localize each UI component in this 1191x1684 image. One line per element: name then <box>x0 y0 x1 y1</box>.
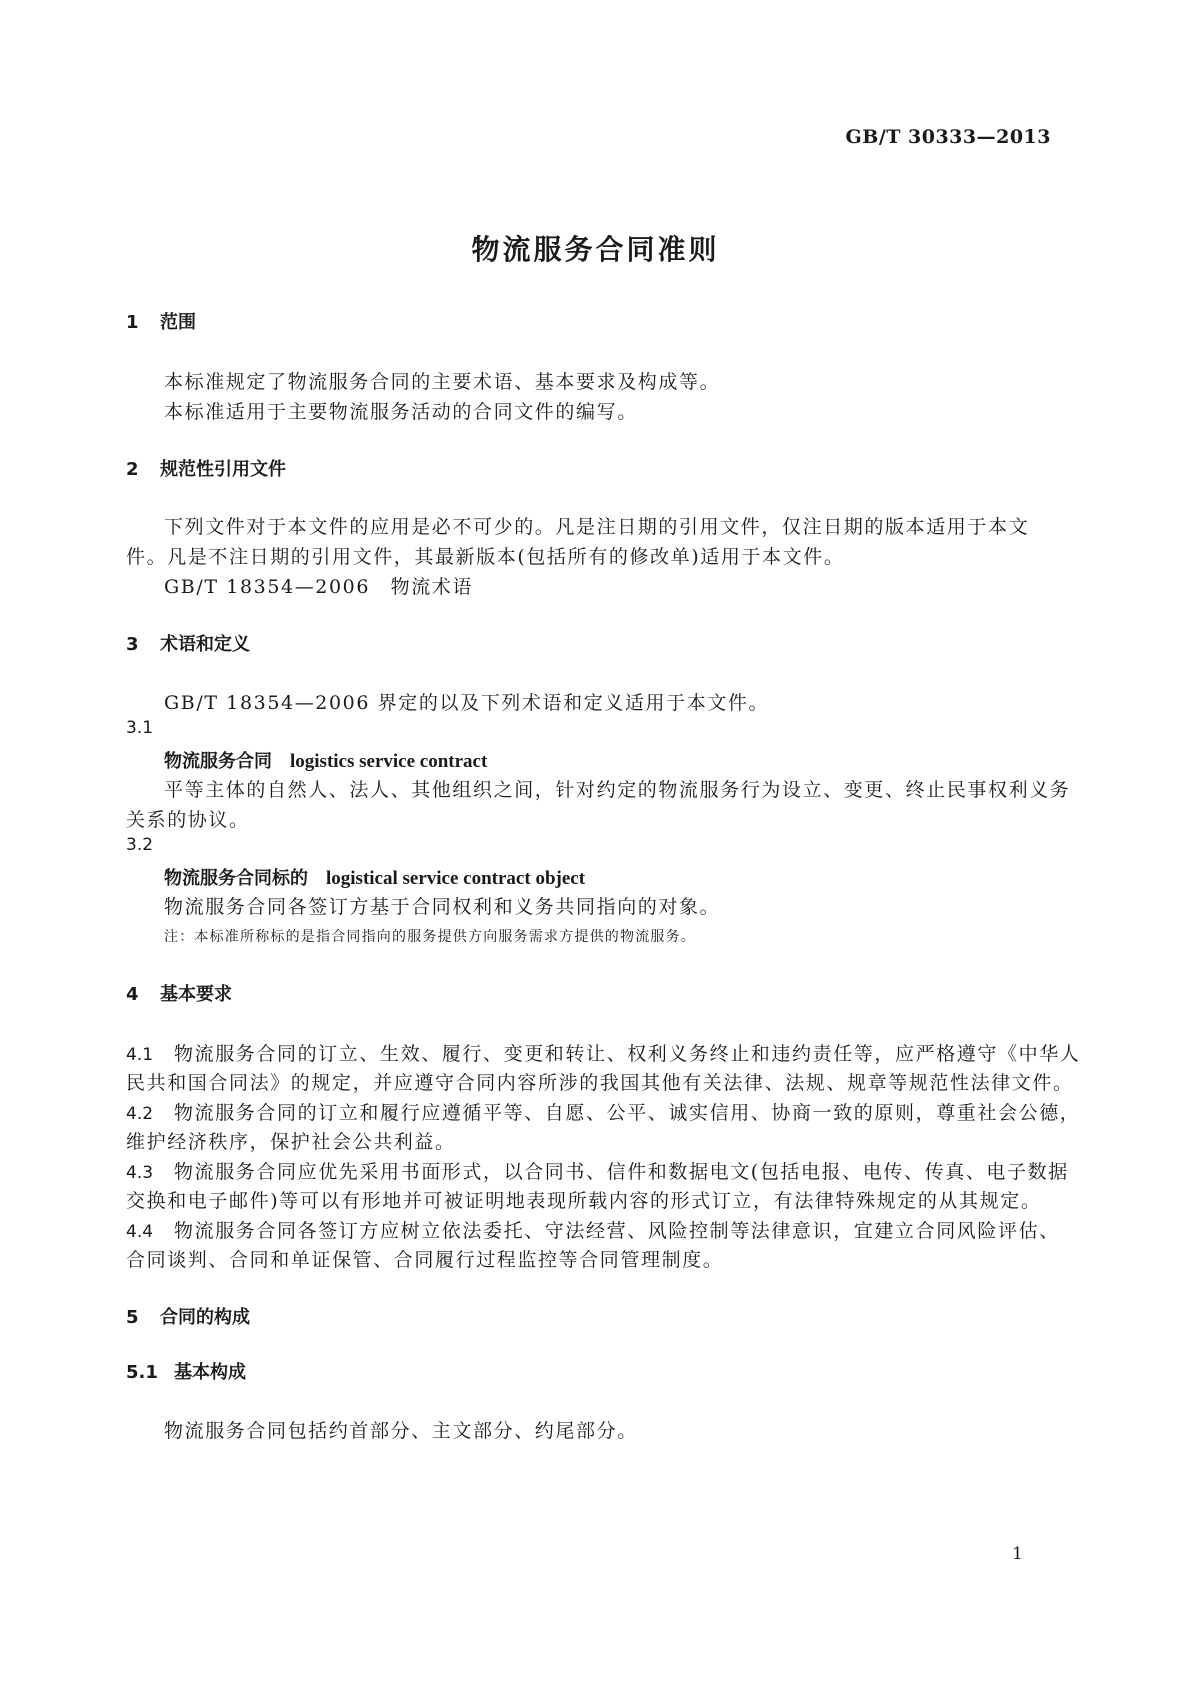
definition-line: 关系的协议。 <box>126 809 250 831</box>
normative-reference: GB/T 18354—2006 物流术语 <box>164 576 474 598</box>
term-english: logistical service contract object <box>326 868 586 889</box>
term-chinese: 物流服务合同标的 <box>164 868 308 889</box>
section-number: 4 <box>126 984 139 1005</box>
section-5-heading <box>126 1303 250 1329</box>
clause-line <box>126 1157 1069 1184</box>
paragraph: GB/T 18354—2006 界定的以及下列术语和定义适用于本文件。 <box>164 692 770 714</box>
clause-line <box>126 1098 1080 1125</box>
section-title: 合同的构成 <box>160 1307 250 1328</box>
clause-text: 物流服务合同应优先采用书面形式，以合同书、信件和数据电文(包括电报、电传、传真、电子数据 <box>174 1161 1069 1183</box>
paragraph-line: 下列文件对于本文件的应用是必不可少的。凡是注日期的引用文件，仅注日期的版本适用于本文 <box>164 516 1030 538</box>
clause-line <box>126 1039 1080 1066</box>
paragraph-line: 件。凡是不注日期的引用文件，其最新版本(包括所有的修改单)适用于本文件。 <box>126 546 845 568</box>
clause-text: 物流服务合同的订立和履行应遵循平等、自愿、公平、诚实信用、协商一致的原则，尊重社会公德， <box>174 1102 1081 1124</box>
section-title: 规范性引用文件 <box>160 459 286 480</box>
clause-line: 合同谈判、合同和单证保管、合同履行过程监控等合同管理制度。 <box>126 1249 724 1271</box>
clause-number: 4.2 <box>126 1104 154 1124</box>
clause-number: 4.3 <box>126 1163 154 1183</box>
section-4-heading <box>126 980 232 1006</box>
clause-line: 民共和国合同法》的规定，并应遵守合同内容所涉的我国其他有关法律、法规、规章等规范性法律文件。 <box>126 1072 1074 1094</box>
term-number: 3.2 <box>126 835 154 855</box>
subsection-title: 基本构成 <box>174 1362 246 1383</box>
document-title: 物流服务合同准则 <box>471 233 720 266</box>
section-title: 基本要求 <box>160 984 232 1005</box>
paragraph: 物流服务合同包括约首部分、主文部分、约尾部分。 <box>164 1420 638 1442</box>
section-1-heading <box>126 308 196 334</box>
note: 注：本标准所称标的是指合同指向的服务提供方向服务需求方提供的物流服务。 <box>164 929 696 945</box>
clause-number: 4.1 <box>126 1045 154 1065</box>
section-number: 3 <box>126 634 139 655</box>
subsection-number: 5.1 <box>126 1362 158 1383</box>
standard-number: GB/T 30333—2013 <box>845 126 1051 148</box>
section-number: 2 <box>126 459 139 480</box>
clause-line: 交换和电子邮件)等可以有形地并可被证明地表现所载内容的形式订立，有法律特殊规定的从其规定。 <box>126 1190 1042 1212</box>
term-english: logistics service contract <box>290 751 488 772</box>
clause-text: 物流服务合同各签订方应树立依法委托、守法经营、风险控制等法律意识，宜建立合同风险评估、 <box>174 1220 1060 1242</box>
section-number: 1 <box>126 312 139 333</box>
section-3-heading <box>126 630 250 656</box>
section-2-heading <box>126 455 286 481</box>
page-number: 1 <box>1012 1544 1023 1564</box>
definition-line: 物流服务合同各签订方基于合同权利和义务共同指向的对象。 <box>164 896 721 918</box>
clause-line <box>126 1216 1060 1243</box>
clause-number: 4.4 <box>126 1222 154 1242</box>
subsection-5-1-heading <box>126 1358 246 1384</box>
term-entry <box>164 747 487 773</box>
term-number: 3.1 <box>126 718 154 738</box>
paragraph: 本标准规定了物流服务合同的主要术语、基本要求及构成等。 <box>164 371 721 393</box>
clause-text: 物流服务合同的订立、生效、履行、变更和转让、权利义务终止和违约责任等，应严格遵守《中华人 <box>174 1043 1081 1065</box>
section-title: 术语和定义 <box>160 634 250 655</box>
definition-line: 平等主体的自然人、法人、其他组织之间，针对约定的物流服务行为设立、变更、终止民事权利义务 <box>164 779 1071 801</box>
section-number: 5 <box>126 1307 139 1328</box>
term-chinese: 物流服务合同 <box>164 751 272 772</box>
section-title: 范围 <box>160 312 196 333</box>
term-entry <box>164 864 585 890</box>
paragraph: 本标准适用于主要物流服务活动的合同文件的编写。 <box>164 401 638 423</box>
clause-line: 维护经济秩序，保护社会公共利益。 <box>126 1131 456 1153</box>
